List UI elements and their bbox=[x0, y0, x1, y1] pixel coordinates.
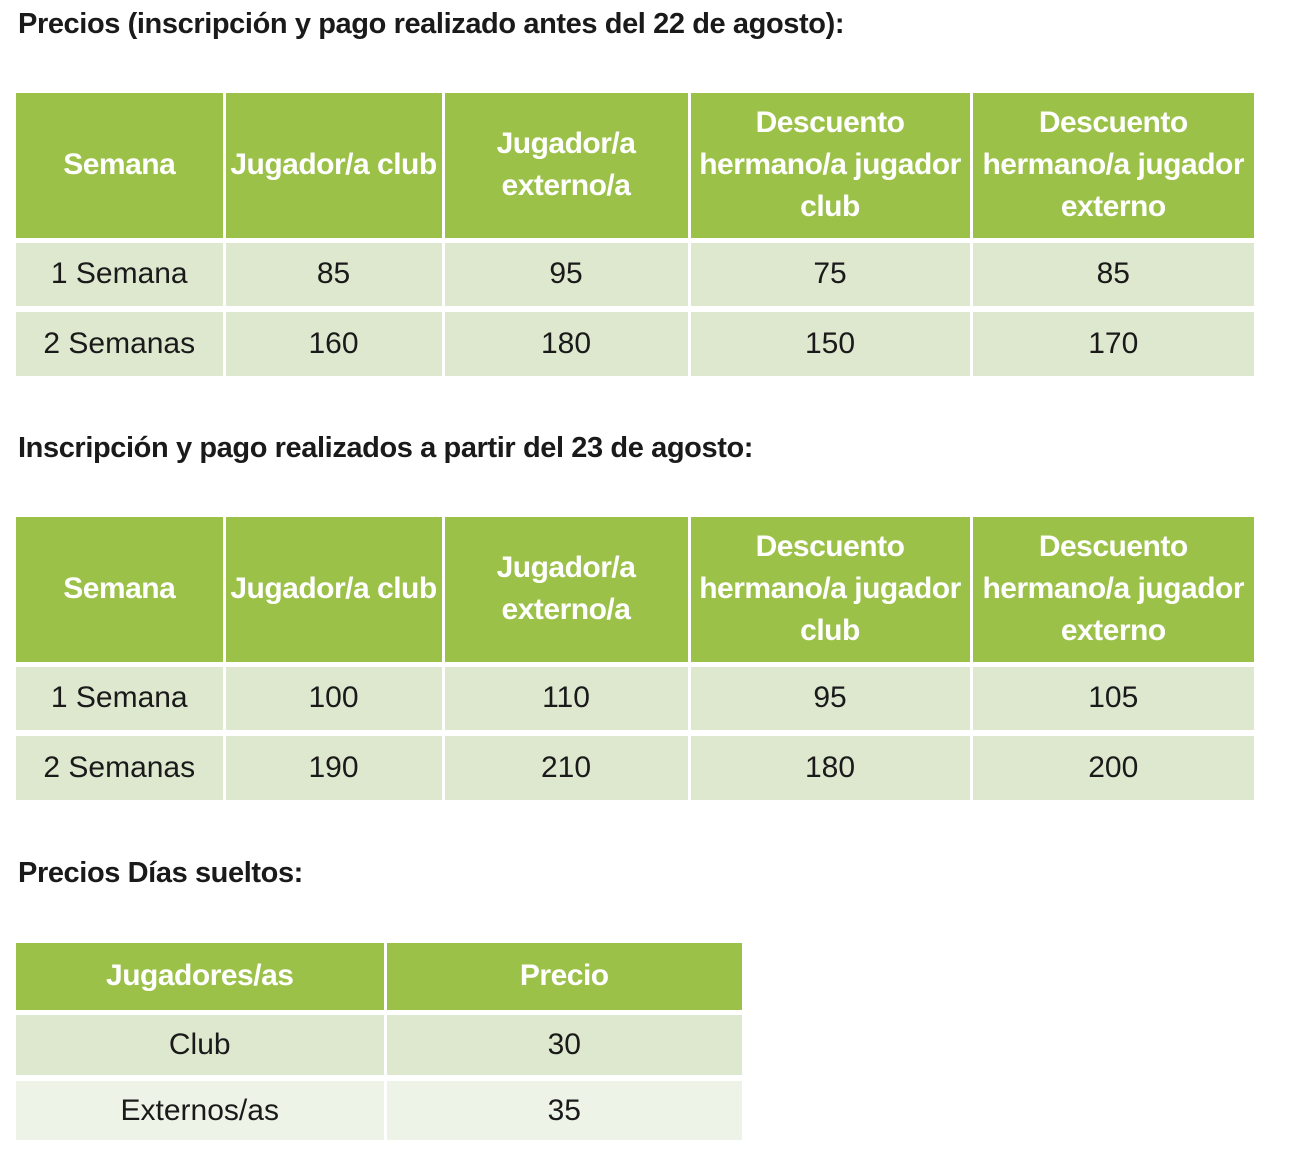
table-header-row bbox=[16, 517, 1254, 664]
cell-value: 105 bbox=[971, 664, 1254, 733]
cell-semana: 2 Semanas bbox=[16, 309, 224, 376]
col-header-jugador-club: Jugador/a club bbox=[224, 93, 443, 240]
col-header-descuento-externo: Descuento hermano/a jugador externo bbox=[971, 517, 1254, 664]
col-header-semana: Semana bbox=[16, 93, 224, 240]
price-table-late bbox=[16, 517, 1254, 800]
col-header-precio: Precio bbox=[385, 943, 742, 1012]
section-heading-early: Precios (inscripción y pago realizado antes del 22 de agosto): bbox=[18, 8, 845, 40]
cell-value: 180 bbox=[443, 309, 689, 376]
cell-value: 160 bbox=[224, 309, 443, 376]
col-header-jugador-club: Jugador/a club bbox=[224, 517, 443, 664]
col-header-descuento-club: Descuento hermano/a jugador club bbox=[689, 93, 971, 240]
cell-semana: 1 Semana bbox=[16, 664, 224, 733]
table-row bbox=[16, 1078, 742, 1140]
cell-value: 150 bbox=[689, 309, 971, 376]
table-row bbox=[16, 1012, 742, 1078]
price-table-early bbox=[16, 93, 1254, 376]
cell-tipo: Externos/as bbox=[16, 1078, 385, 1140]
table-row bbox=[16, 664, 1254, 733]
cell-value: 100 bbox=[224, 664, 443, 733]
price-table-dias-sueltos bbox=[16, 943, 742, 1140]
table-row bbox=[16, 309, 1254, 376]
cell-semana: 1 Semana bbox=[16, 240, 224, 309]
col-header-jugador-externo: Jugador/a externo/a bbox=[443, 93, 689, 240]
section-heading-late: Inscripción y pago realizados a partir del 23 de agosto: bbox=[18, 432, 754, 464]
cell-value: 75 bbox=[689, 240, 971, 309]
cell-value: 85 bbox=[971, 240, 1254, 309]
table-header-row bbox=[16, 943, 742, 1012]
section-heading-dias-sueltos: Precios Días sueltos: bbox=[18, 857, 303, 889]
cell-value: 85 bbox=[224, 240, 443, 309]
cell-value: 30 bbox=[385, 1012, 742, 1078]
cell-value: 110 bbox=[443, 664, 689, 733]
cell-semana: 2 Semanas bbox=[16, 733, 224, 800]
cell-tipo: Club bbox=[16, 1012, 385, 1078]
cell-value: 210 bbox=[443, 733, 689, 800]
cell-value: 200 bbox=[971, 733, 1254, 800]
cell-value: 35 bbox=[385, 1078, 742, 1140]
cell-value: 95 bbox=[443, 240, 689, 309]
table-header-row bbox=[16, 93, 1254, 240]
col-header-descuento-club: Descuento hermano/a jugador club bbox=[689, 517, 971, 664]
col-header-semana: Semana bbox=[16, 517, 224, 664]
table-row bbox=[16, 733, 1254, 800]
cell-value: 170 bbox=[971, 309, 1254, 376]
cell-value: 190 bbox=[224, 733, 443, 800]
cell-value: 95 bbox=[689, 664, 971, 733]
col-header-descuento-externo: Descuento hermano/a jugador externo bbox=[971, 93, 1254, 240]
table-row bbox=[16, 240, 1254, 309]
cell-value: 180 bbox=[689, 733, 971, 800]
col-header-jugadores: Jugadores/as bbox=[16, 943, 385, 1012]
col-header-jugador-externo: Jugador/a externo/a bbox=[443, 517, 689, 664]
